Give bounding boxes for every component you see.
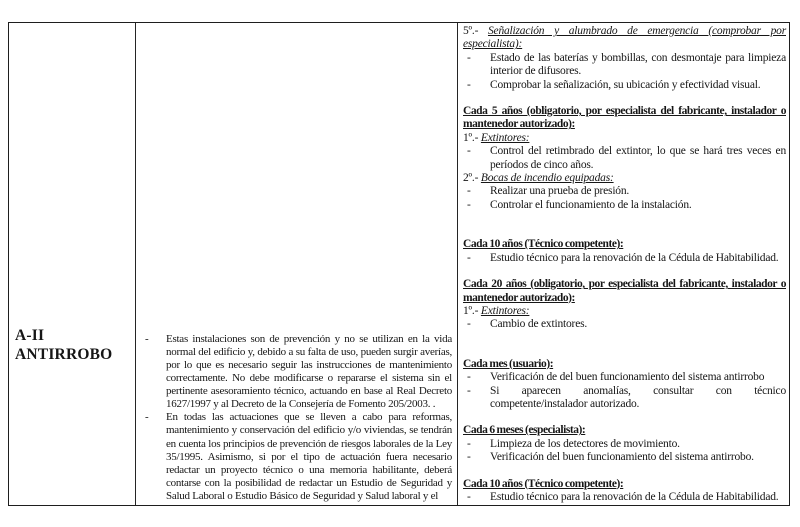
numbered-heading (463, 25, 786, 52)
bullet-text: Estas instalaciones son de prevención y no se utilizan en la vida normal del edificio y, debido a su falta de uso, pueden surgir averías, por lo que es necesario seguir las instrucciones de mantenimiento correctamente. No debe modificarse o repararse el sistema sin el pertinente asesoramiento técnico, actuando en base al Real Decreto 1627/1997 y al Decreto de la Consejería de Fomento 205/2003. . (166, 332, 452, 411)
spacer (463, 265, 786, 278)
bullet-dash: - (467, 451, 471, 464)
bullet-text: Cambio de extintores. (490, 318, 588, 331)
numbered-heading (463, 172, 786, 185)
schedule-bullet (463, 438, 786, 451)
numbered-text: Extintores: (480, 131, 530, 144)
bullet-text: Comprobar la señalización, su ubicación y efectividad visual. (490, 78, 761, 91)
bullet-text: Realizar una prueba de presión. (490, 185, 630, 198)
bullet-text: Control del retimbrado del extintor, lo que se hará tres veces en períodos de cinco años. (490, 145, 786, 171)
row-header-cell (9, 23, 136, 505)
bullet-text: Estudio técnico para la renovación de la Cédula de Habitabilidad. (490, 490, 779, 503)
bullet-text: Controlar el funcionamiento de la instalación. (490, 198, 692, 211)
schedule-heading: Cada 10 años (Técnico competente): (463, 238, 624, 251)
schedule-bullet (463, 145, 786, 172)
numbered-prefix: 2º.- (463, 172, 481, 185)
schedule-bullet (463, 385, 786, 412)
spacer (463, 465, 786, 478)
spacer (463, 212, 786, 238)
schedule-bullet (463, 79, 786, 92)
numbered-prefix: 1º.- (463, 304, 481, 317)
schedule-bullet (463, 52, 786, 79)
bullet-dash: - (145, 411, 149, 424)
bullet-dash: - (467, 490, 471, 503)
row-code: A-II (15, 327, 45, 344)
bullet-text: Limpieza de los detectores de movimiento. (490, 437, 680, 450)
bullet-dash: - (467, 51, 471, 64)
row-label: ANTIRROBO (15, 346, 113, 363)
bullet-dash: - (467, 198, 471, 211)
bullet-text: Estado de las baterías y bombillas, con desmontaje para limpieza interior de difusores. (490, 51, 786, 78)
spacer (463, 92, 786, 105)
schedule-bullet (463, 252, 786, 265)
numbered-heading (463, 132, 786, 145)
description-list (142, 333, 452, 503)
description-bullet (142, 411, 452, 503)
schedule-cell (458, 23, 791, 505)
numbered-text: Extintores: (480, 304, 530, 317)
schedule-bullet (463, 451, 786, 464)
schedule-bullet (463, 185, 786, 198)
bullet-dash: - (467, 185, 471, 198)
schedule-bullet (463, 318, 786, 331)
bullet-dash: - (467, 371, 471, 384)
schedule-heading: Cada 10 años (Técnico competente): (463, 477, 624, 490)
numbered-prefix: 1º.- (463, 131, 481, 144)
schedule-heading: Cada 5 años (obligatorio, por especialista del fabricante, instalador o mantenedor autorizado): (463, 105, 786, 131)
bullet-text: Verificación de del buen funcionamiento del sistema antirrobo (490, 371, 765, 384)
schedule-heading: Cada 20 años (obligatorio, por especialista del fabricante, instalador o mantenedor autorizado): (463, 278, 786, 304)
schedule-heading: Cada mes (usuario): (463, 357, 554, 370)
bullet-text: Si aparecen anomalías, consultar con técnico competente/instalador autorizado. (490, 384, 786, 410)
schedule-bullet (463, 199, 786, 212)
bullet-text: En todas las actuaciones que se lleven a cabo para reformas, mantenimiento y conservación del edificio y/o viviendas, se tendrán en cuenta los principios de prevención de riesgos laborales de la Ley 35/1995. Asimismo, si por el tipo de actuación fuera necesario redactar un proyecto técnico o una memoria habilitante, deberá contarse con la posibilidad de redactar un Estudio de Seguridad y Salud Laboral o Estudio Básico de Seguridad y Salud laboral y el (166, 411, 452, 502)
description-cell (136, 23, 458, 505)
bullet-text: Verificación del buen funcionamiento del sistema antirrobo. (490, 451, 754, 464)
bullet-dash: - (145, 332, 149, 345)
description-bullet (142, 333, 452, 412)
schedule-list (463, 25, 786, 504)
numbered-text: Bocas de incendio equipadas: (480, 172, 614, 185)
bullet-dash: - (467, 384, 471, 397)
bullet-text: Estudio técnico para la renovación de la Cédula de Habitabilidad. (490, 251, 779, 264)
bullet-dash: - (467, 318, 471, 331)
schedule-bullet (463, 491, 786, 504)
numbered-heading (463, 305, 786, 318)
schedule-heading: Cada 6 meses (especialista): (463, 424, 586, 437)
numbered-prefix: 5º.- (463, 25, 488, 37)
numbered-text: Señalización y alumbrado de emergencia (comprobar por especialista): (463, 25, 786, 51)
schedule-bullet (463, 371, 786, 384)
bullet-dash: - (467, 251, 471, 264)
spacer (463, 411, 786, 424)
spacer (463, 332, 786, 358)
row-title (15, 326, 131, 364)
bullet-dash: - (467, 437, 471, 450)
maintenance-table (8, 22, 790, 506)
bullet-dash: - (467, 145, 471, 158)
bullet-dash: - (467, 78, 471, 91)
